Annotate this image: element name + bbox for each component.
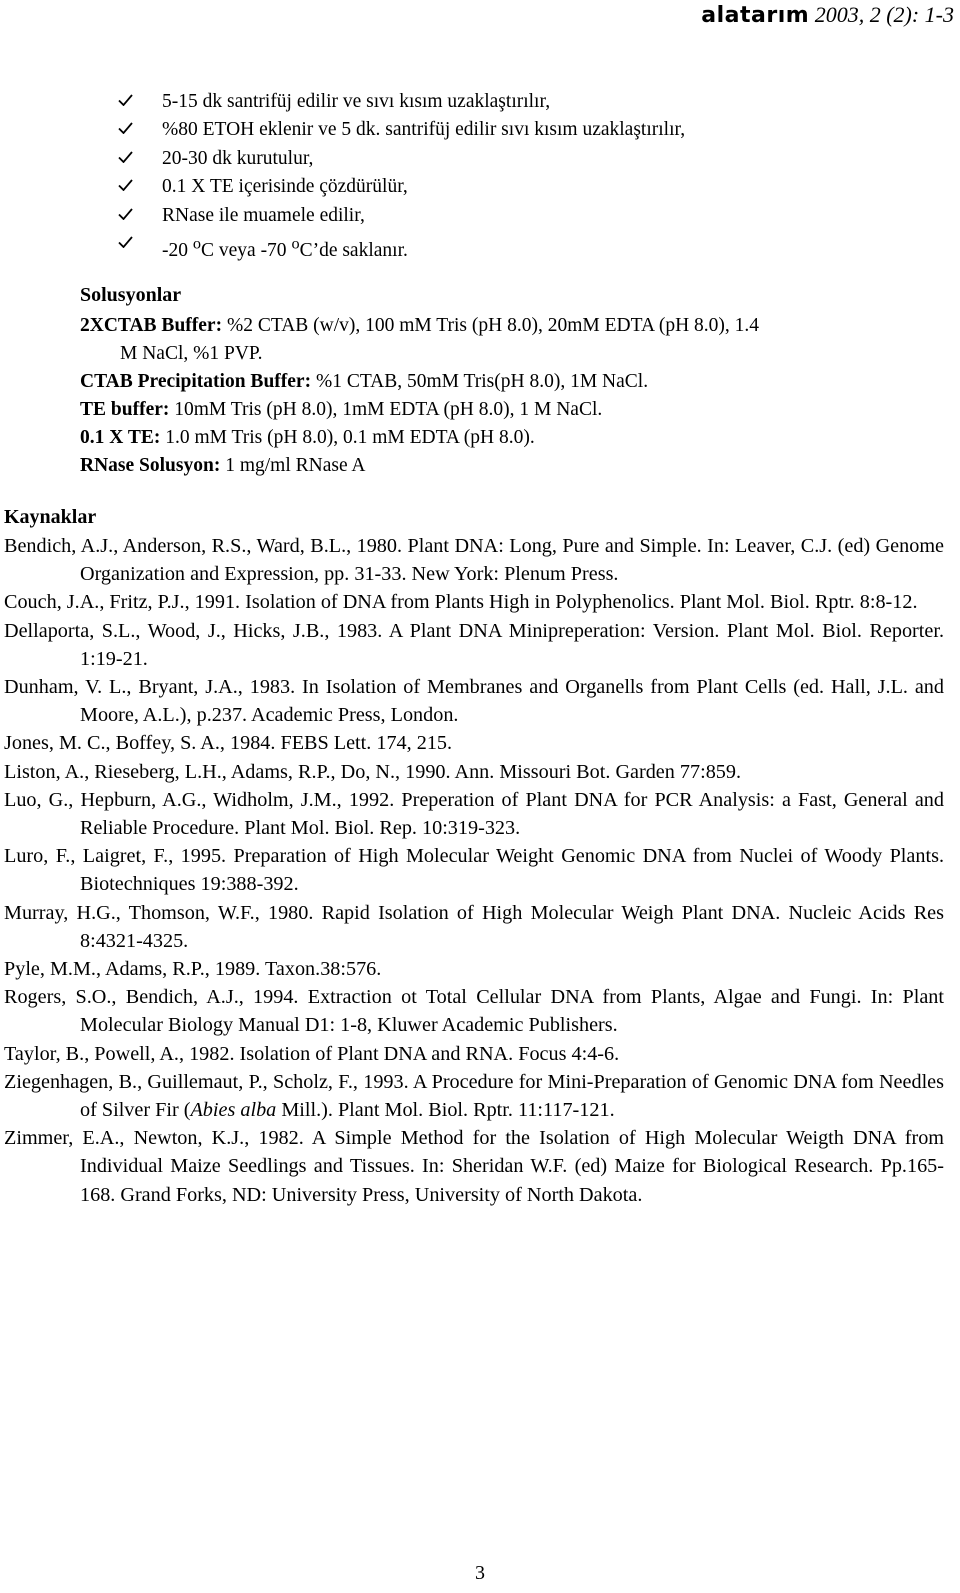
solution-item: [80, 396, 946, 424]
reference-item: Luo, G., Hepburn, A.G., Widholm, J.M., 1992. Preperation of Plant DNA for PCR Analysis: a Fast, General and Reliable Procedure. Plant Mol. Biol. Rep. 10:319-323.: [4, 788, 944, 840]
step-item: [118, 116, 685, 144]
solution-label: 0.1 X TE:: [80, 427, 161, 448]
step-text: RNase ile muamele edilir,: [162, 204, 365, 226]
journal-header: [701, 2, 954, 29]
step-text: %80 ETOH eklenir ve 5 dk. santrifüj edilir sıvı kısım uzaklaştırılır,: [162, 119, 686, 141]
step-text: 20-30 dk kurutulur,: [162, 147, 314, 169]
solution-text: %2 CTAB (w/v), 100 mM Tris (pH 8.0), 20mM EDTA (pH 8.0), 1.4: [222, 315, 760, 336]
solution-item: [80, 312, 946, 340]
references-list: [4, 532, 944, 1209]
step-text: 5-15 dk santrifüj edilir ve sıvı kısım uzaklaştırılır,: [162, 91, 551, 112]
solutions-list: [80, 312, 946, 480]
checkmark-icon: [118, 122, 133, 134]
journal-citation: 2003, 2 (2): 1-3: [814, 2, 954, 27]
reference-item: Luro, F., Laigret, F., 1995. Preparation of High Molecular Weight Genomic DNA from Nuclei of Woody Plants. Biotechniques 19:388-392.: [4, 845, 944, 896]
reference-item: Dellaporta, S.L., Wood, J., Hicks, J.B., 1983. A Plant DNA Minipreperation: Version. Plant Mol. Biol. Reporter. 1:19-21.: [4, 619, 944, 670]
reference-item: Jones, M. C., Boffey, S. A., 1984. FEBS Lett. 174, 215.: [4, 732, 453, 755]
solution-label: TE buffer:: [80, 399, 170, 420]
step-text: -20 $^o$C veya -70 $^o$C’de saklanır.: [162, 234, 408, 262]
reference-item: Liston, A., Rieseberg, L.H., Adams, R.P., Do, N., 1990. Ann. Missouri Bot. Garden 77:859.: [4, 760, 742, 783]
page-number: 3: [475, 1562, 485, 1584]
species-name: Abies alba: [190, 1099, 277, 1122]
step-item: [118, 145, 685, 173]
procedure-steps: [118, 88, 686, 262]
checkmark-icon: [118, 94, 133, 106]
step-item: [118, 230, 685, 262]
checkmark-icon: [118, 208, 133, 220]
step-text: 0.1 X TE içerisinde çözdürülür,: [162, 176, 408, 198]
reference-item: Ziegenhagen, B., Guillemaut, P., Scholz, F., 1993. A Procedure for Mini-Preparation of Genomic DNA fom Needles of Silver Fir (Abies alba Mill.). Plant Mol. Biol. Rptr. 11:117-121.: [4, 1070, 944, 1122]
solution-label: 2XCTAB Buffer:: [80, 315, 223, 336]
reference-item: Rogers, S.O., Bendich, A.J., 1994. Extraction ot Total Cellular DNA from Plants, Algae and Fungi. In: Plant Molecular Biology Manual D1: 1-8, Kluwer Academic Publishers.: [4, 986, 944, 1037]
solution-label: CTAB Precipitation Buffer:: [80, 371, 312, 392]
solution-item: [80, 368, 946, 396]
reference-item: Dunham, V. L., Bryant, J.A., 1983. In Isolation of Membranes and Organells from Plant Cells (ed. Hall, J.L. and Moore, A.L.), p.237. Academic Press, London.: [4, 676, 944, 727]
solution-item: [80, 424, 946, 452]
solution-item: [80, 452, 946, 480]
solution-label: RNase Solusyon:: [80, 455, 221, 476]
solution-text: %1 CTAB, 50mM Tris(pH 8.0), 1M NaCl.: [311, 371, 649, 392]
reference-item: Couch, J.A., Fritz, P.J., 1991. Isolation of DNA from Plants High in Polyphenolics. Plant Mol. Biol. Rptr. 8:8-12.: [4, 591, 918, 614]
step-item: [118, 88, 685, 116]
reference-item: Taylor, B., Powell, A., 1982. Isolation of Plant DNA and RNA. Focus 4:4-6.: [4, 1042, 620, 1065]
reference-item: Pyle, M.M., Adams, R.P., 1989. Taxon.38:576.: [4, 958, 382, 981]
solution-text: 10mM Tris (pH 8.0), 1mM EDTA (pH 8.0), 1 M NaCl.: [169, 399, 603, 420]
step-item: [118, 173, 685, 201]
checkmark-icon: [118, 179, 133, 191]
solution-text: 1 mg/ml RNase A: [220, 455, 366, 476]
solutions-heading: Solusyonlar: [80, 284, 182, 306]
journal-brand: alatarım: [701, 3, 810, 28]
reference-item: Murray, H.G., Thomson, W.F., 1980. Rapid Isolation of High Molecular Weigh Plant DNA. Nucleic Acids Res 8:4321-4325.: [4, 901, 944, 952]
checkmark-icon: [118, 236, 133, 248]
reference-item: Zimmer, E.A., Newton, K.J., 1982. A Simple Method for the Isolation of High Molecular Weigth DNA from Individual Maize Seedlings and Tissues. In: Sheridan W.F. (ed) Maize for Biological Research. Pp.165-168. Grand Forks, ND: University Press, University of North Dakota.: [4, 1127, 944, 1206]
solution-item-continued: M NaCl, %1 PVP.: [120, 343, 263, 364]
step-item: [118, 202, 685, 230]
checkmark-icon: [118, 151, 133, 163]
solution-text: 1.0 mM Tris (pH 8.0), 0.1 mM EDTA (pH 8.0).: [160, 427, 535, 448]
reference-item: Bendich, A.J., Anderson, R.S., Ward, B.L., 1980. Plant DNA: Long, Pure and Simple. In: Leaver, C.J. (ed) Genome Organization and Expression, pp. 31-33. New York: Plenum Press.: [4, 535, 944, 586]
references-heading: Kaynaklar: [4, 506, 97, 528]
